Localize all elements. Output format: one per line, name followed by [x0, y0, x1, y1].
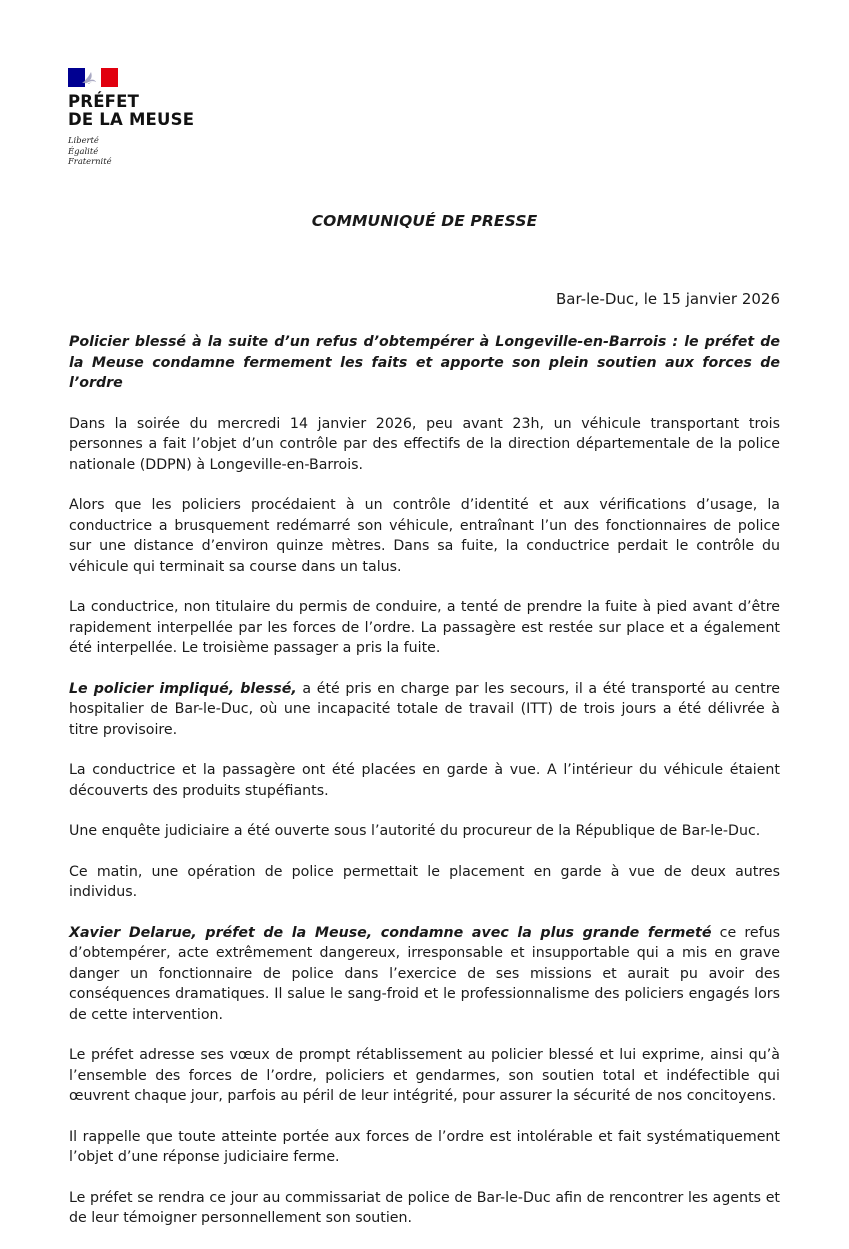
paragraph-5: La conductrice et la passagère ont été placées en garde à vue. A l’intérieur du véhicule étaient découverts des produits stupéfiants. [69, 762, 780, 799]
paragraph-2: Alors que les policiers procédaient à un contrôle d’identité et aux vérifications d’usage, la conductrice a brusquement redémarré son véhicule, entraînant l’un des fonctionnaires de police sur une distance d’environ quinze mètres. Dans sa fuite, la conductrice perdait le contrôle du véhicule qui terminait sa course dans un talus. [69, 497, 780, 575]
dateline: Bar-le-Duc, le 15 janvier 2026 [555, 290, 780, 308]
prefecture-name-line-1: PRÉFET [68, 92, 140, 111]
paragraph-4 [69, 679, 780, 741]
motto-fraternite: Fraternité [68, 156, 112, 166]
document-body [69, 332, 780, 1249]
motto-liberte: Liberté [68, 135, 99, 145]
motto-egalite: Égalité [68, 145, 99, 156]
paragraph-10: Il rappelle que toute atteinte portée aux forces de l’ordre est intolérable et fait systématiquement l’objet d’une réponse judiciaire ferme. [69, 1128, 780, 1165]
paragraph-8 [69, 923, 780, 1026]
paragraph-1: Dans la soirée du mercredi 14 janvier 2026, peu avant 23h, un véhicule transportant trois personnes a fait l’objet d’un contrôle par des effectifs de la direction départementale de la police nationale (DDPN) à Longeville-en-Barrois. [69, 415, 780, 473]
paragraph-4-text: a été pris en charge par les secours, il a été transporté au centre hospitalier de Bar-le-Duc, où une incapacité totale de travail (ITT) de trois jours a été délivrée à titre provisoire. [69, 680, 780, 738]
paragraph-4-lead: Le policier impliqué, blessé, [69, 680, 297, 697]
paragraph-6: Une enquête judiciaire a été ouverte sous l’autorité du procureur de la République de Bar-le-Duc. [69, 823, 761, 839]
paragraph-3: La conductrice, non titulaire du permis de conduire, a tenté de prendre la fuite à pied avant d’être rapidement interpellée par les forces de l’ordre. La passagère est restée sur place et a également été interpellée. Le troisième passager a pris la fuite. [69, 599, 780, 656]
prefecture-name-line-2: DE LA MEUSE [68, 110, 195, 129]
prefecture-name [68, 93, 194, 129]
republic-motto [68, 135, 194, 167]
paragraph-11: Le préfet se rendra ce jour au commissariat de police de Bar-le-Duc afin de rencontrer les agents et de leur témoigner personnellement son soutien. [69, 1189, 780, 1226]
paragraph-9: Le préfet adresse ses vœux de prompt rétablissement au policier blessé et lui exprime, ainsi qu’à l’ensemble des forces de l’ordre, policiers et gendarmes, son soutien total et indéfectible qui œuvrent chaque jour, parfois au péril de leur intégrité, pour assurer la sécurité de nos concitoyens. [69, 1047, 780, 1104]
document-title: COMMUNIQUÉ DE PRESSE [311, 212, 538, 230]
paragraph-8-lead: Xavier Delarue, préfet de la Meuse, condamne avec la plus grande fermeté [69, 924, 712, 941]
prefecture-logo [68, 68, 194, 167]
paragraph-7: Ce matin, une opération de police permettait le placement en garde à vue de deux autres individus. [69, 863, 780, 900]
headline: Policier blessé à la suite d’un refus d’obtempérer à Longeville-en-Barrois : le préfet de la Meuse condamne fermement les faits et apporte son plein soutien aux forces de l’ordre [69, 334, 780, 391]
paragraph-8-text: ce refus d’obtempérer, acte extrêmement dangereux, irresponsable et insupportable qui a mis en grave danger un fonctionnaire de police dans l’exercice de ses missions et aurait pu avoir des conséquences dramatiques. Il salue le sang-froid et le professionnalisme des policiers engagés lors de cette intervention. [69, 924, 780, 1023]
french-republic-flag-icon [68, 68, 118, 87]
